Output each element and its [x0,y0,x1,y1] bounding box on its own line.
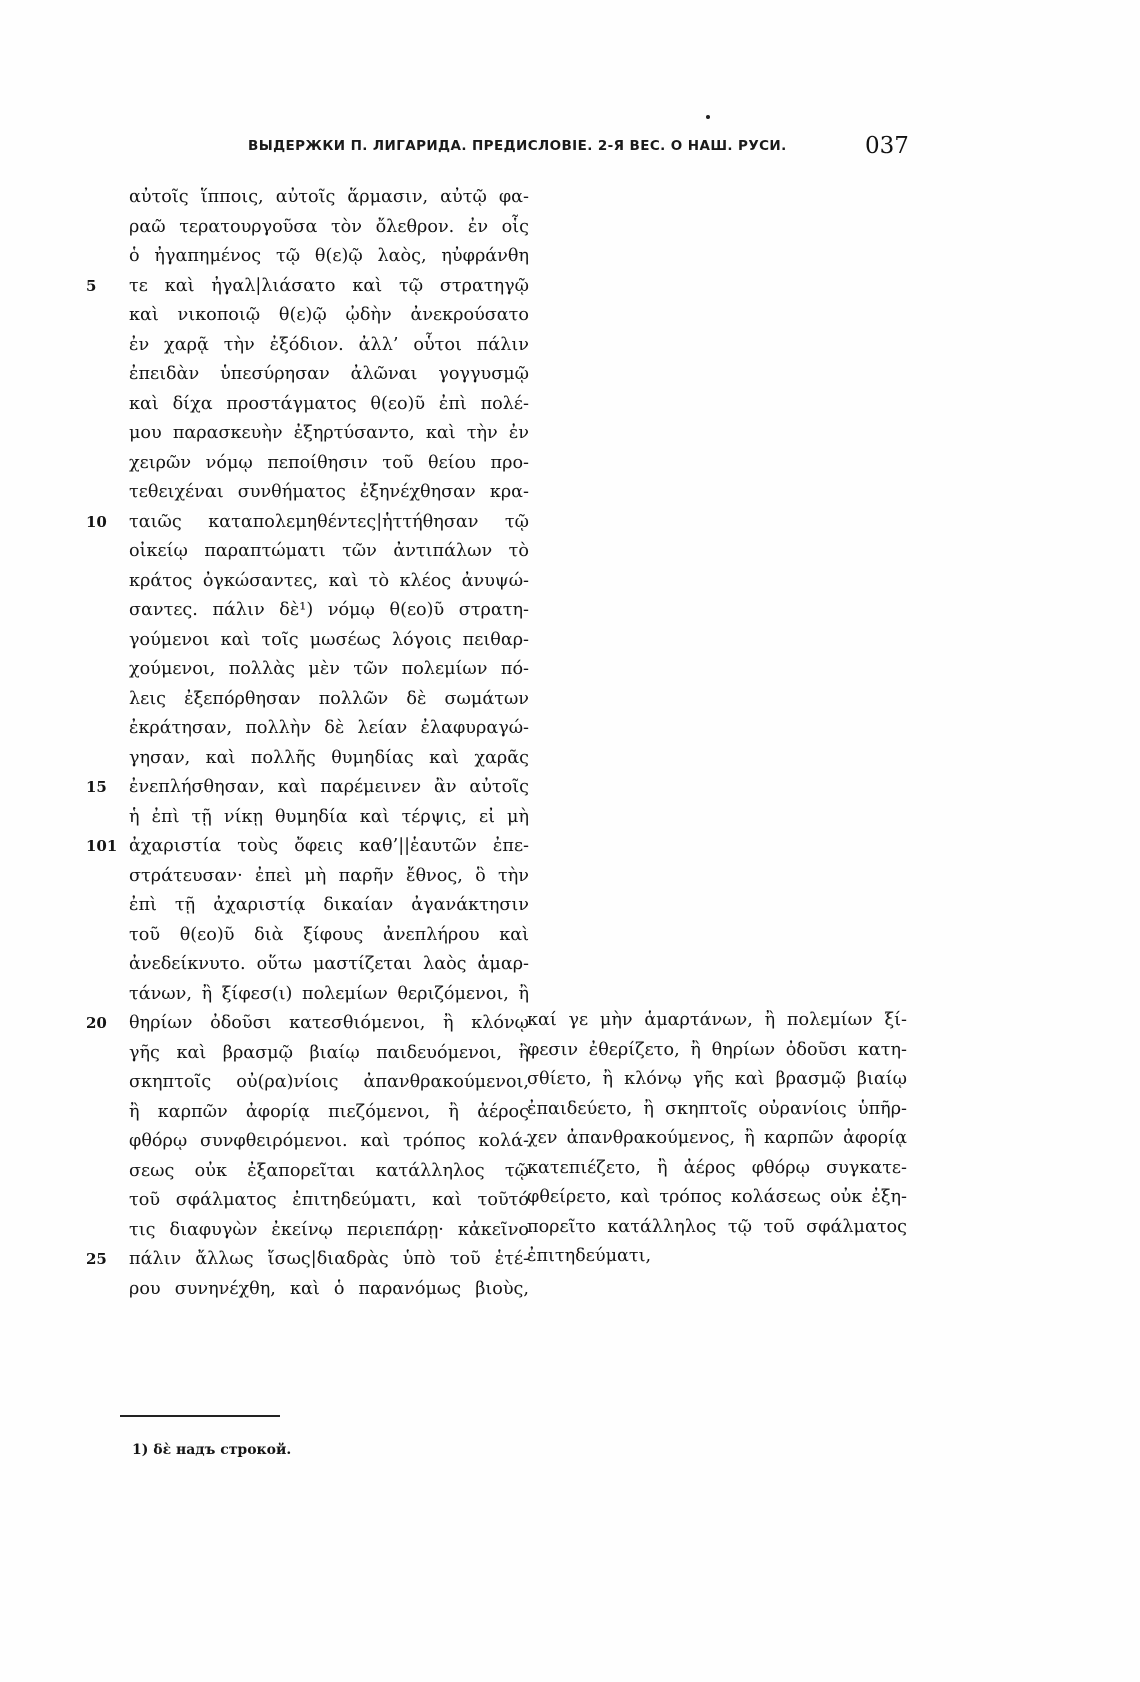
text-line: τεθειχέναι συνθήματος ἐξηνέχθησαν κρα- [129,482,529,502]
text-line: καὶ νικοποιῷ θ(ε)ῷ ᾠδὴν ἀνεκρούσατο [129,305,529,325]
footnote: 1) δὲ надъ строкой. [132,1442,292,1458]
text-line: τοῦ σφάλματος ἐπιτηδεύματι, καὶ τοῦτό [129,1190,529,1210]
text-line: θηρίων ὀδοῦσι κατεσθιόμενοι, ἢ κλόνῳ [129,1013,529,1033]
text-line: καὶ δίχα προστάγματος θ(εο)ῦ ἐπὶ πολέ- [129,393,529,414]
text-line: τάνων, ἢ ξίφεσ(ι) πολεμίων θεριζόμενοι, ἢ [129,983,529,1004]
text-line: ἐκράτησαν, πολλὴν δὲ λείαν ἐλαφυραγώ- [129,718,529,738]
text-line: αὐτοῖς ἵπποις, αὐτοῖς ἅρμασιν, αὐτῷ φα- [129,187,529,207]
text-line: πάλιν ἄλλως ἴσως|διαδρὰς ὑπὸ τοῦ ἑτέ- [129,1249,529,1269]
text-line: κατεπιέζετο, ἢ ἀέρος φθόρῳ συγκατε- [527,1157,907,1178]
text-line: σκηπτοῖς οὐ(ρα)νίοις ἀπανθρακούμενοι, [129,1072,529,1092]
text-line: χούμενοι, πολλὰς μὲν τῶν πολεμίων πό- [129,659,529,679]
line-number: 5 [86,276,97,295]
text-line: ρου συνηνέχθη, καὶ ὁ παρανόμως βιοὺς, [129,1278,529,1299]
text-line: τε καὶ ἠγαλ|λιάσατο καὶ τῷ στρατηγῷ [129,275,529,296]
text-line: ταιῶς καταπολεμηθέντες|ἡττήθησαν τῷ [129,511,529,532]
text-line: φθόρῳ συνφθειρόμενοι. καὶ τρόπος κολά- [129,1131,529,1151]
line-number: 10 [86,512,107,531]
ink-dot [706,115,710,119]
text-line: γούμενοι καὶ τοῖς μωσέως λόγοις πειθαρ- [129,629,529,650]
text-line: χεν ἀπανθρακούμενος, ἢ καρπῶν ἀφορίᾳ [527,1128,907,1148]
text-line: φεσιν ἐθερίζετο, ἢ θηρίων ὀδοῦσι κατη- [527,1039,907,1060]
text-line: ραῶ τερατουργοῦσα τὸν ὄλεθρον. ἐν οἷς [129,216,529,237]
text-line: οἰκείῳ παραπτώματι τῶν ἀντιπάλων τὸ [129,541,529,561]
text-line: ἀχαριστία τοὺς ὄφεις καθ’||ἑαυτῶν ἐπε- [129,836,529,856]
text-line: ἐπὶ τῇ ἀχαριστίᾳ δικαίαν ἀγανάκτησιν [129,895,529,915]
running-header: ВЫДЕРЖКИ П. ЛИГАРИДА. ПРЕДИСЛОВІЕ. 2-Я ВЕС. О НАШ. РУСИ. [248,138,787,154]
text-line: σαντες. πάλιν δὲ¹) νόμῳ θ(εο)ῦ στρατη- [129,600,529,620]
text-line: κράτος ὀγκώσαντες, καὶ τὸ κλέος ἀνυψώ- [129,570,529,591]
text-line: μου παρασκευὴν ἐξηρτύσαντο, καὶ τὴν ἐν [129,423,529,443]
page-number: 037 [865,133,909,159]
text-line: ἐπαιδεύετο, ἢ σκηπτοῖς οὐρανίοις ὑπῆρ- [527,1098,907,1119]
text-line: σεως οὐκ ἐξαπορεῖται κατάλληλος τῷ [129,1160,529,1181]
text-line: καί γε μὴν ἁμαρτάνων, ἢ πολεμίων ξί- [527,1010,907,1030]
text-line: τοῦ θ(εο)ῦ διὰ ξίφους ἀνεπλήρου καὶ [129,924,529,945]
text-line: γῆς καὶ βρασμῷ βιαίῳ παιδευόμενοι, ἢ [129,1042,529,1063]
text-line: χειρῶν νόμῳ πεποίθησιν τοῦ θείου προ- [129,452,529,473]
text-line: ἢ καρπῶν ἀφορίᾳ πιεζόμενοι, ἢ ἀέρος [129,1101,529,1122]
line-number: 20 [86,1014,107,1032]
text-line: ἀνεδείκνυτο. οὕτω μαστίζεται λαὸς ἁμαρ- [129,954,529,974]
text-line: στράτευσαν· ἐπεὶ μὴ παρῆν ἔθνος, ὃ τὴν [129,865,529,886]
line-number: 101 [86,837,118,855]
text-line: λεις ἐξεπόρθησαν πολλῶν δὲ σωμάτων [129,688,529,709]
text-line: ὁ ἠγαπημένος τῷ θ(ε)ῷ λαὸς, ηὐφράνθη [129,246,529,266]
text-line: τις διαφυγὼν ἐκείνῳ περιεπάρῃ· κἀκεῖνο [129,1219,529,1240]
line-number: 25 [86,1250,107,1268]
text-line: ἡ ἐπὶ τῇ νίκῃ θυμηδία καὶ τέρψις, εἰ μὴ [129,806,529,827]
text-line: ἐνεπλήσθησαν, καὶ παρέμεινεν ἂν αὐτοῖς [129,777,529,797]
text-line: ἐν χαρᾷ τὴν ἐξόδιον. ἀλλ’ οὗτοι πάλιν [129,334,529,355]
text-line: ἐπειδὰν ὑπεσύρησαν ἀλῶναι γογγυσμῷ [129,364,529,384]
text-line: πορεῖτο κατάλληλος τῷ τοῦ σφάλματος [527,1216,907,1237]
text-line: γησαν, καὶ πολλῆς θυμηδίας καὶ χαρᾶς [129,747,529,768]
text-line: φθείρετο, καὶ τρόπος κολάσεως οὐκ ἐξη- [527,1187,907,1207]
line-number: 15 [86,778,107,796]
text-line: ἐπιτηδεύματι, [527,1246,652,1266]
footnote-rule [120,1415,280,1417]
text-line: σθίετο, ἢ κλόνῳ γῆς καὶ βρασμῷ βιαίῳ [527,1069,907,1089]
